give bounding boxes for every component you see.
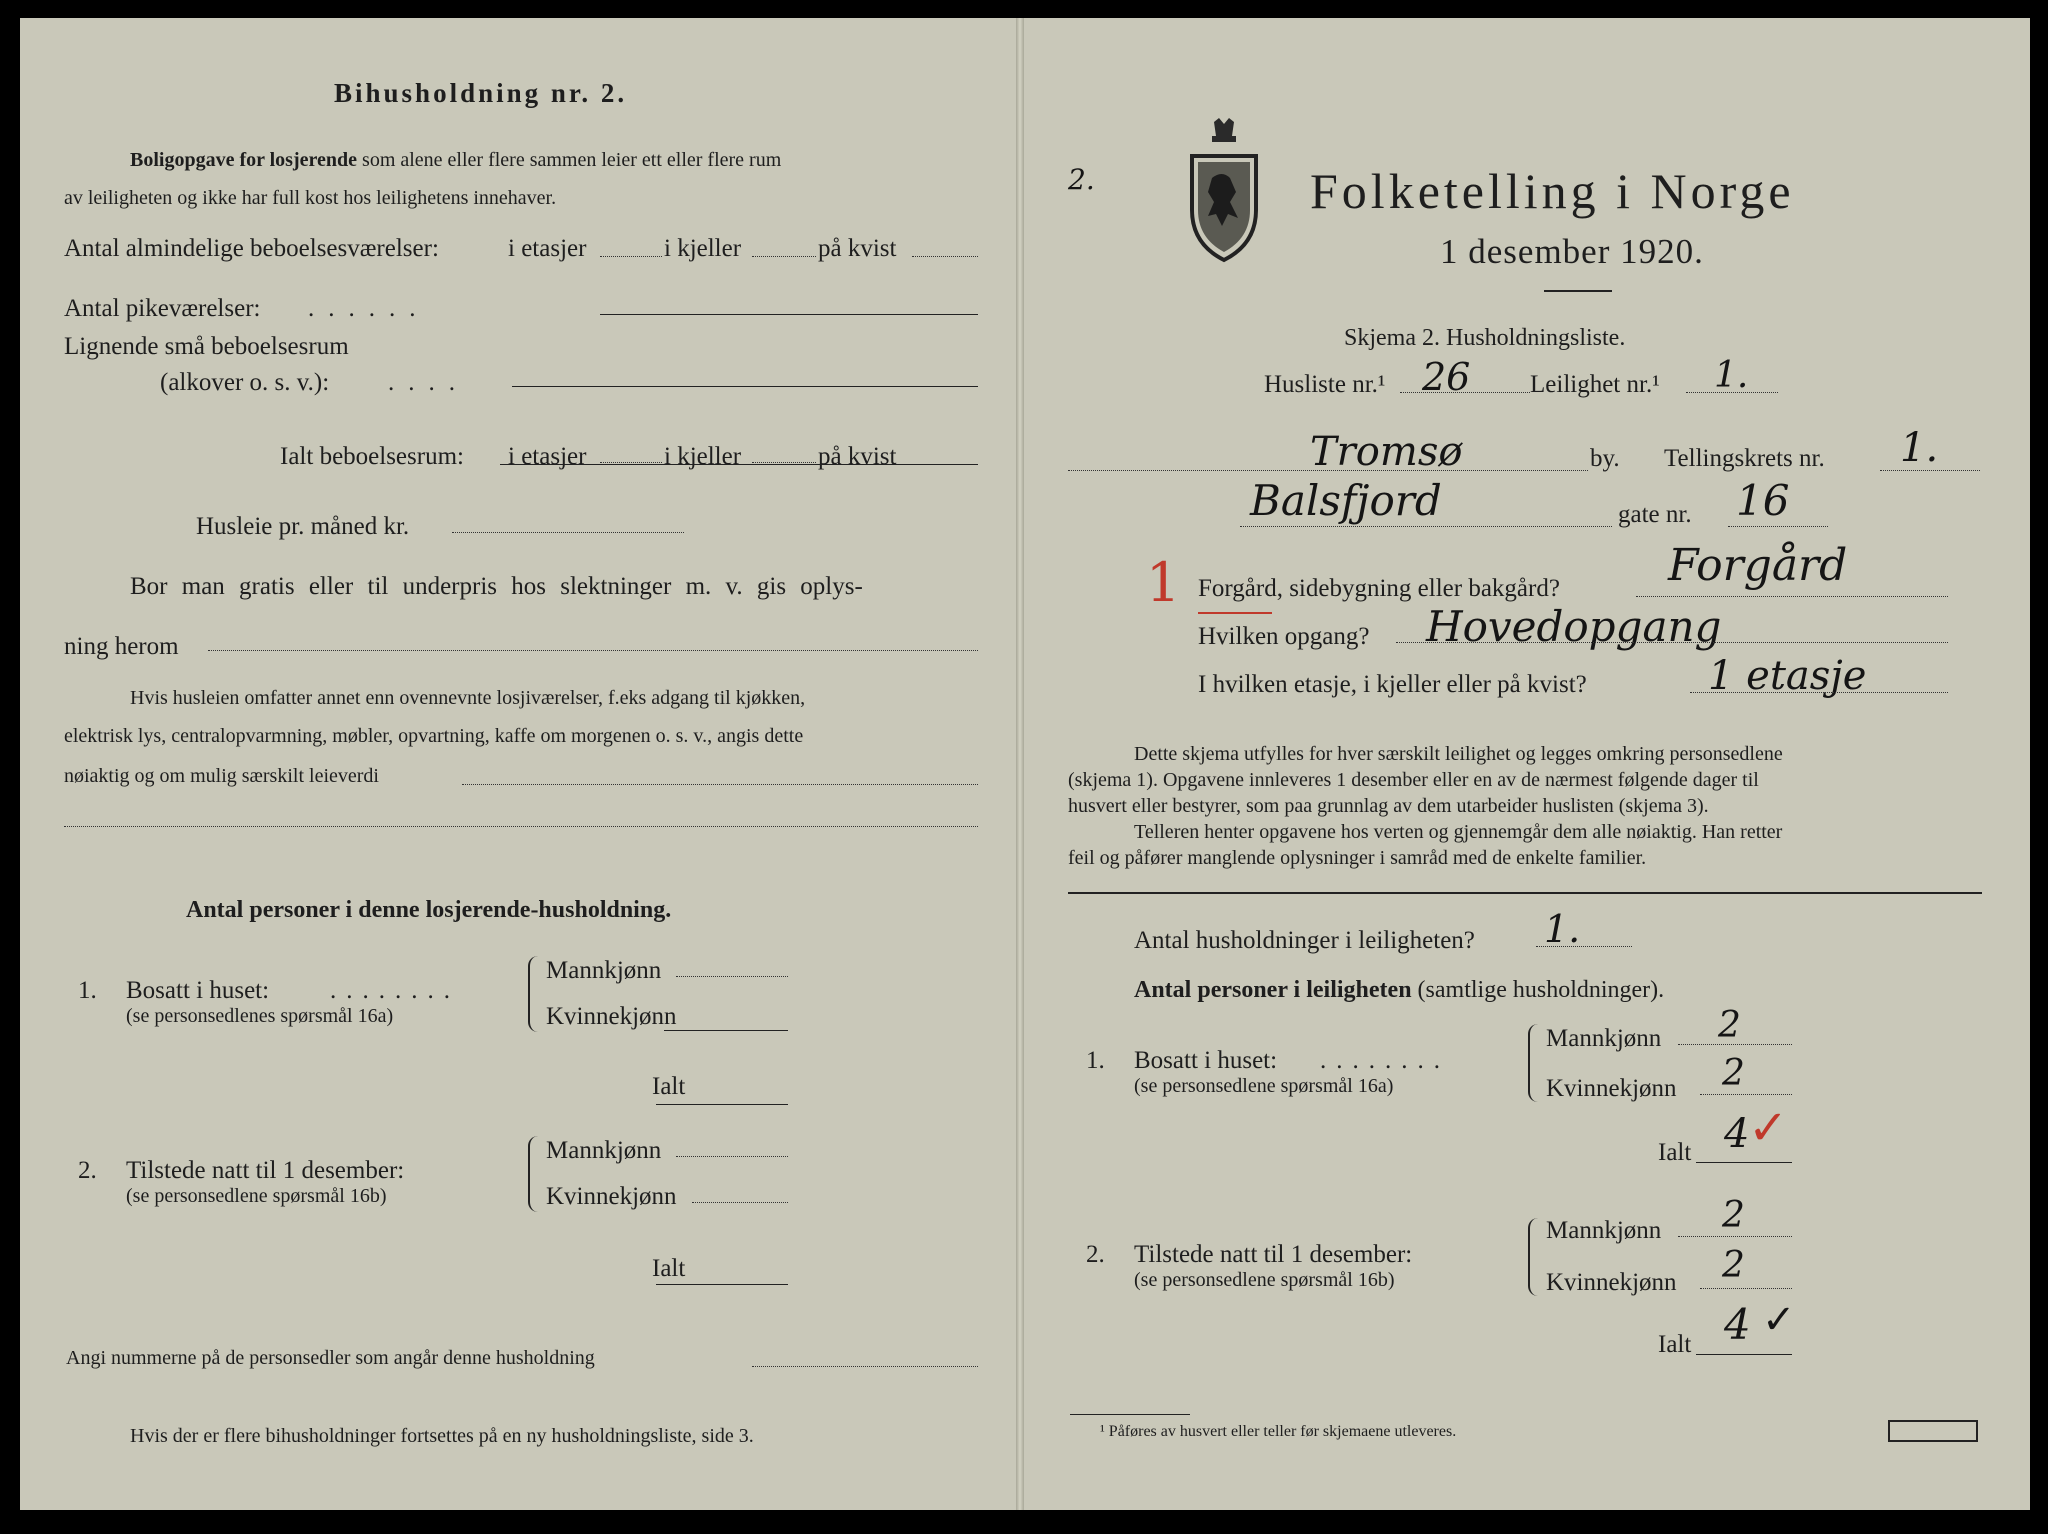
krets-value[interactable]: 1. — [1900, 425, 1939, 471]
right-q2-male-field — [1678, 1236, 1792, 1237]
right-q1-male: Mannkjønn — [1546, 1025, 1662, 1052]
total-floors-field[interactable] — [600, 462, 662, 463]
krets-field — [1880, 470, 1980, 471]
by-label: by. — [1590, 445, 1620, 472]
extra-field-2[interactable] — [64, 826, 978, 827]
rooms-cellar: i kjeller — [664, 235, 742, 262]
right-q1-label: Bosatt i huset: — [1134, 1047, 1278, 1074]
forgard-value[interactable]: Forgård — [1668, 540, 1848, 591]
husliste-label: Husliste nr.¹ — [1264, 371, 1386, 398]
right-q1-female-field — [1700, 1094, 1792, 1095]
husliste-field — [1400, 392, 1530, 393]
right-q1-brace — [1528, 1024, 1540, 1102]
krets-label: Tellingskrets nr. — [1664, 445, 1825, 472]
right-q2-brace — [1528, 1218, 1540, 1296]
left-q1-brace — [528, 956, 540, 1032]
leilighet-value[interactable]: 1. — [1714, 355, 1749, 396]
forgard-label: Forgård, sidebygning eller bakgård? — [1198, 575, 1560, 602]
left-q1-label: Bosatt i huset: — [126, 977, 270, 1004]
city-field — [1068, 470, 1588, 471]
total-rooms-label: Ialt beboelsesrum: — [280, 443, 464, 470]
gate-field — [1728, 526, 1828, 527]
right-q2-sub: (se personsedlene spørsmål 16b) — [1134, 1269, 1395, 1291]
rooms-cellar-field[interactable] — [752, 256, 816, 257]
red-mark — [1198, 612, 1272, 614]
total-rooms-attic: på kvist — [818, 443, 897, 470]
city-value[interactable]: Tromsø — [1310, 429, 1463, 475]
page-mark: 2. — [1068, 163, 1095, 196]
printer-stamp — [1888, 1420, 1978, 1442]
right-q2-female-value[interactable]: 2 — [1722, 1245, 1745, 1286]
opgang-label: Hvilken opgang? — [1198, 623, 1370, 650]
right-q1-female: Kvinnekjønn — [1546, 1075, 1677, 1102]
footnote-rule — [1070, 1414, 1190, 1415]
right-q1-male-value[interactable]: 2 — [1718, 1005, 1741, 1046]
right-q2-female-field — [1700, 1288, 1792, 1289]
left-title: Bihusholdning nr. 2. — [334, 78, 628, 108]
schema-label: Skjema 2. Husholdningsliste. — [1344, 325, 1626, 351]
households-field — [1536, 946, 1632, 947]
right-q1-sub: (se personsedlene spørsmål 16a) — [1134, 1075, 1394, 1097]
numbers-text: Angi nummerne på de personsedler som angår denne husholdning — [66, 1347, 595, 1369]
right-q2-female: Kvinnekjønn — [1546, 1269, 1677, 1296]
left-q1-male: Mannkjønn — [546, 957, 662, 984]
free-text-2: ning herom — [64, 633, 179, 660]
street-field — [1240, 526, 1612, 527]
left-intro-rest: som alene eller flere sammen leier ett eller flere rum — [362, 149, 782, 171]
maid-rooms-field[interactable] — [600, 314, 978, 315]
right-q2-num: 2. — [1086, 1241, 1105, 1268]
left-q1-total: Ialt — [652, 1073, 686, 1100]
small-rooms-field[interactable] — [512, 386, 978, 387]
left-q2-brace — [528, 1136, 540, 1212]
rooms-floors: i etasjer — [508, 235, 587, 262]
left-q2-female-field[interactable] — [692, 1202, 788, 1203]
maid-rooms-dots: ...... — [308, 295, 430, 322]
coat-of-arms-icon — [1184, 116, 1264, 264]
numbers-field[interactable] — [752, 1366, 978, 1367]
right-q2-total-field — [1696, 1354, 1792, 1355]
right-q1-male-field — [1678, 1044, 1792, 1045]
right-q1-dots: ........ — [1320, 1047, 1450, 1074]
husliste-value[interactable]: 26 — [1422, 355, 1471, 399]
left-q2-num: 2. — [78, 1157, 97, 1184]
margin-mark: 1 — [1146, 551, 1181, 614]
right-q1-total-field — [1696, 1162, 1792, 1163]
page-fold — [1016, 18, 1024, 1510]
left-footer: Hvis der er flere bihusholdninger fortsettes på en ny husholdningsliste, side 3. — [130, 1425, 754, 1447]
red-check-icon: ✓ — [1748, 1100, 1789, 1156]
right-persons-heading — [1134, 978, 1664, 1002]
right-q1-num: 1. — [1086, 1047, 1105, 1074]
left-q2-female: Kvinnekjønn — [546, 1183, 677, 1210]
right-date: 1 desember 1920. — [1440, 232, 1704, 271]
opgang-value[interactable]: Hovedopgang — [1426, 602, 1722, 651]
right-q1-total-value[interactable]: 4 — [1724, 1111, 1750, 1157]
left-intro-line2: av leiligheten og ikke har full kost hos leilighetens innehaver. — [64, 187, 557, 209]
section-rule — [1068, 892, 1982, 894]
left-q2-label: Tilstede natt til 1 desember: — [126, 1157, 405, 1184]
extra-text-3: nøiaktig og om mulig særskilt leieverdi — [64, 765, 379, 787]
gate-label: gate nr. — [1618, 501, 1692, 528]
info-3: husvert eller bestyrer, som paa grunnlag av dem utarbeider huslisten (skjema 3). — [1068, 795, 1709, 817]
right-q1-total: Ialt — [1658, 1139, 1692, 1166]
households-value[interactable]: 1. — [1544, 907, 1581, 951]
street-value[interactable]: Balsfjord — [1250, 476, 1442, 525]
left-intro — [130, 150, 781, 170]
left-q1-num: 1. — [78, 977, 97, 1004]
etasje-label: I hvilken etasje, i kjeller eller på kvist? — [1198, 671, 1587, 698]
total-rooms-floors: i etasjer — [508, 443, 587, 470]
right-q1-female-value[interactable]: 2 — [1722, 1053, 1745, 1094]
left-q1-total-field[interactable] — [656, 1104, 788, 1105]
small-rooms-label-1: Lignende små beboelsesrum — [64, 333, 349, 360]
left-persons-heading: Antal personer i denne losjerende-husholdning. — [186, 897, 672, 923]
leilighet-label: Leilighet nr.¹ — [1530, 371, 1660, 398]
forgard-field — [1636, 596, 1948, 597]
households-label: Antal husholdninger i leiligheten? — [1134, 927, 1475, 954]
check-mark-icon: ✓ — [1762, 1297, 1796, 1343]
free-text-field[interactable] — [208, 650, 978, 651]
left-q1-dots: ........ — [330, 977, 460, 1004]
free-text-1: Bor man gratis eller til underpris hos slektninger m. v. gis oplys- — [130, 573, 863, 600]
left-q1-female-field[interactable] — [664, 1030, 788, 1031]
right-q2-total: Ialt — [1658, 1331, 1692, 1358]
footnote: ¹ Påføres av husvert eller teller før skjemaene utleveres. — [1100, 1423, 1457, 1440]
maid-rooms-label: Antal pikeværelser: — [64, 295, 261, 322]
small-rooms-label-2: (alkover o. s. v.): — [160, 369, 330, 396]
rooms-label: Antal almindelige beboelsesværelser: — [64, 235, 439, 262]
rooms-attic: på kvist — [818, 235, 897, 262]
left-q1-sub: (se personsedlenes spørsmål 16a) — [126, 1005, 394, 1027]
rooms-attic-field[interactable] — [912, 256, 978, 257]
left-q1-male-field[interactable] — [676, 976, 788, 977]
info-5: feil og påfører manglende oplysninger i samråd med de enkelte familier. — [1068, 847, 1647, 869]
gate-value[interactable]: 16 — [1736, 476, 1790, 525]
rent-field[interactable] — [452, 532, 684, 533]
right-persons-heading-rest: (samtlige husholdninger). — [1417, 977, 1665, 1003]
title-rule — [1544, 290, 1612, 292]
info-1: Dette skjema utfylles for hver særskilt leilighet og legges omkring personsedlene — [1134, 743, 1783, 765]
right-persons-heading-bold: Antal personer i leiligheten — [1134, 977, 1412, 1003]
extra-field-1[interactable] — [462, 784, 978, 785]
left-q2-male-field[interactable] — [676, 1156, 788, 1157]
extra-text-2: elektrisk lys, centralopvarmning, møbler, opvartning, kaffe om morgenen o. s. v., angis dette — [64, 725, 804, 747]
total-rooms-cellar: i kjeller — [664, 443, 742, 470]
right-q2-label: Tilstede natt til 1 desember: — [1134, 1241, 1413, 1268]
right-q2-male: Mannkjønn — [1546, 1217, 1662, 1244]
right-title: Folketelling i Norge — [1310, 163, 1795, 219]
left-q1-female: Kvinnekjønn — [546, 1003, 677, 1030]
left-q2-total: Ialt — [652, 1255, 686, 1282]
total-rooms-underline — [500, 464, 978, 465]
left-q2-male: Mannkjønn — [546, 1137, 662, 1164]
right-q2-total-value[interactable]: 4 — [1724, 1300, 1751, 1349]
etasje-field — [1690, 692, 1948, 693]
info-4: Telleren henter opgavene hos verten og gjennemgår dem alle nøiaktig. Han retter — [1134, 821, 1783, 843]
left-q2-sub: (se personsedlene spørsmål 16b) — [126, 1185, 387, 1207]
right-q2-male-value[interactable]: 2 — [1722, 1195, 1745, 1236]
small-rooms-dots: .... — [388, 369, 469, 396]
info-2: (skjema 1). Opgavene innleveres 1 desember eller en av de nærmest følgende dager til — [1068, 769, 1759, 791]
left-intro-bold: Boligopgave for losjerende — [130, 149, 358, 171]
opgang-field — [1396, 642, 1948, 643]
total-cellar-field[interactable] — [752, 462, 816, 463]
etasje-value[interactable]: 1 etasje — [1708, 653, 1867, 699]
leilighet-field — [1686, 392, 1778, 393]
rooms-floors-field[interactable] — [600, 256, 662, 257]
extra-text-1: Hvis husleien omfatter annet enn ovennevnte losjiværelser, f.eks adgang til kjøkken, — [130, 687, 806, 709]
left-q2-total-field[interactable] — [656, 1284, 788, 1285]
rent-label: Husleie pr. måned kr. — [196, 513, 410, 540]
